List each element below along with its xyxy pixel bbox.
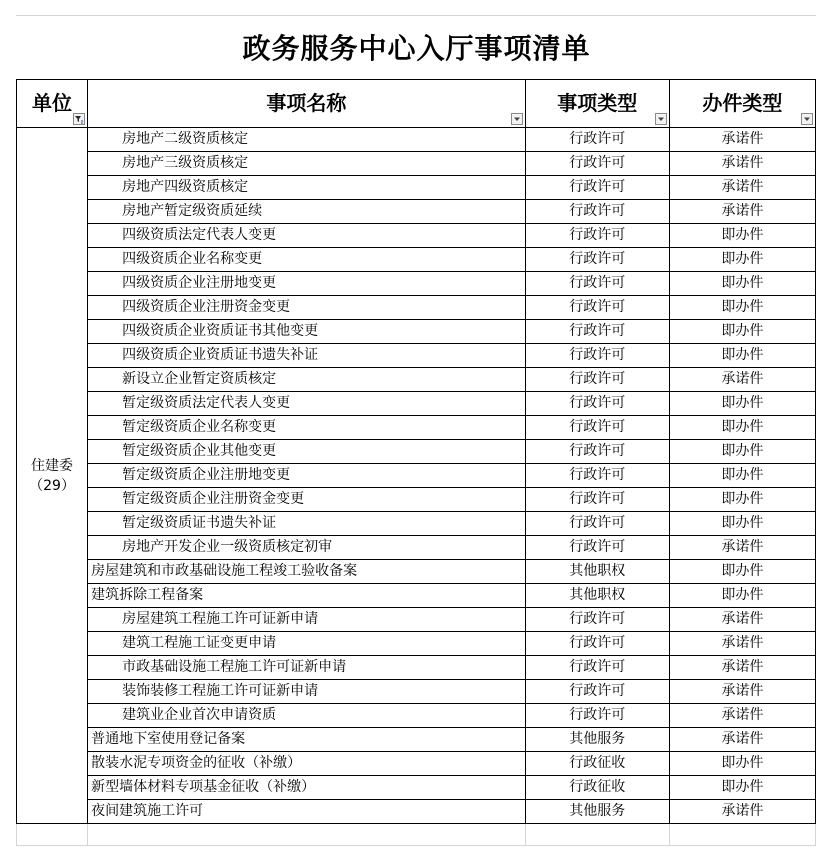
item-name-cell[interactable]: 房屋建筑和市政基础设施工程竣工验收备案 bbox=[88, 560, 526, 584]
item-type-cell[interactable]: 行政许可 bbox=[525, 296, 669, 320]
item-type-cell[interactable]: 行政许可 bbox=[525, 368, 669, 392]
item-type-cell[interactable]: 行政许可 bbox=[525, 440, 669, 464]
item-kind-cell[interactable]: 即办件 bbox=[669, 224, 815, 248]
table-row bbox=[17, 800, 816, 824]
item-kind-cell[interactable]: 承诺件 bbox=[669, 368, 815, 392]
header-name bbox=[88, 80, 526, 128]
table-row bbox=[17, 464, 816, 488]
table-row bbox=[17, 392, 816, 416]
item-kind-cell[interactable]: 即办件 bbox=[669, 464, 815, 488]
item-type-cell[interactable]: 行政许可 bbox=[525, 464, 669, 488]
item-name-cell[interactable]: 四级资质法定代表人变更 bbox=[88, 224, 526, 248]
item-type-cell[interactable]: 行政许可 bbox=[525, 704, 669, 728]
table-row bbox=[17, 272, 816, 296]
item-name-cell[interactable]: 四级资质企业资质证书其他变更 bbox=[88, 320, 526, 344]
dropdown-arrow-icon bbox=[656, 114, 666, 124]
item-type-cell[interactable]: 行政征收 bbox=[525, 752, 669, 776]
item-name-cell[interactable]: 四级资质企业资质证书遗失补证 bbox=[88, 344, 526, 368]
table-row bbox=[17, 224, 816, 248]
item-type-cell[interactable]: 其他服务 bbox=[525, 800, 669, 824]
item-kind-cell[interactable]: 即办件 bbox=[669, 320, 815, 344]
item-name-cell[interactable]: 夜间建筑施工许可 bbox=[88, 800, 526, 824]
item-kind-cell[interactable]: 承诺件 bbox=[669, 128, 815, 152]
item-type-cell[interactable]: 行政许可 bbox=[525, 680, 669, 704]
item-kind-cell[interactable]: 承诺件 bbox=[669, 728, 815, 752]
item-name-cell[interactable]: 新型墙体材料专项基金征收（补缴） bbox=[88, 776, 526, 800]
unit-cell[interactable] bbox=[17, 128, 88, 824]
item-kind-cell[interactable]: 承诺件 bbox=[669, 632, 815, 656]
unit-count: （29） bbox=[29, 477, 75, 494]
item-kind-cell[interactable]: 即办件 bbox=[669, 296, 815, 320]
item-kind-cell[interactable]: 即办件 bbox=[669, 488, 815, 512]
header-type-label: 事项类型 bbox=[557, 91, 638, 115]
item-name-cell[interactable]: 装饰装修工程施工许可证新申请 bbox=[88, 680, 526, 704]
funnel-filter-icon bbox=[74, 114, 84, 124]
item-name-cell[interactable]: 市政基础设施工程施工许可证新申请 bbox=[88, 656, 526, 680]
table-row bbox=[17, 248, 816, 272]
table-row bbox=[17, 704, 816, 728]
item-name-cell[interactable]: 房地产二级资质核定 bbox=[88, 128, 526, 152]
item-type-cell[interactable]: 行政许可 bbox=[525, 224, 669, 248]
item-name-cell[interactable]: 暂定级资质企业注册资金变更 bbox=[88, 488, 526, 512]
item-type-cell[interactable]: 行政许可 bbox=[525, 248, 669, 272]
item-kind-cell[interactable]: 承诺件 bbox=[669, 656, 815, 680]
item-kind-cell[interactable]: 即办件 bbox=[669, 512, 815, 536]
header-unit-label: 单位 bbox=[32, 91, 73, 115]
item-name-cell[interactable]: 房地产四级资质核定 bbox=[88, 176, 526, 200]
item-name-cell[interactable]: 暂定级资质企业其他变更 bbox=[88, 440, 526, 464]
item-type-cell[interactable]: 行政许可 bbox=[525, 320, 669, 344]
item-name-cell[interactable]: 四级资质企业名称变更 bbox=[88, 248, 526, 272]
table-row bbox=[17, 656, 816, 680]
item-type-cell[interactable]: 行政许可 bbox=[525, 488, 669, 512]
empty-cell[interactable] bbox=[17, 824, 88, 846]
item-type-cell[interactable]: 行政许可 bbox=[525, 272, 669, 296]
header-kind-label: 办件类型 bbox=[702, 91, 783, 115]
item-name-cell[interactable]: 房地产暂定级资质延续 bbox=[88, 200, 526, 224]
table-row bbox=[17, 512, 816, 536]
item-name-cell[interactable]: 暂定级资质企业注册地变更 bbox=[88, 464, 526, 488]
item-kind-cell[interactable]: 即办件 bbox=[669, 272, 815, 296]
item-kind-cell[interactable]: 即办件 bbox=[669, 584, 815, 608]
table-row bbox=[17, 536, 816, 560]
item-kind-cell[interactable]: 承诺件 bbox=[669, 152, 815, 176]
item-name-cell[interactable]: 房地产开发企业一级资质核定初审 bbox=[88, 536, 526, 560]
service-items-table bbox=[16, 79, 816, 846]
header-name-label: 事项名称 bbox=[266, 91, 347, 115]
table-row bbox=[17, 176, 816, 200]
item-kind-cell[interactable]: 承诺件 bbox=[669, 200, 815, 224]
item-name-cell[interactable]: 新设立企业暂定资质核定 bbox=[88, 368, 526, 392]
item-kind-cell[interactable]: 即办件 bbox=[669, 560, 815, 584]
dropdown-arrow-icon bbox=[512, 114, 522, 124]
header-type bbox=[525, 80, 669, 128]
item-kind-cell[interactable]: 即办件 bbox=[669, 416, 815, 440]
table-row bbox=[17, 344, 816, 368]
empty-cell[interactable] bbox=[669, 824, 815, 846]
item-type-cell[interactable]: 行政许可 bbox=[525, 512, 669, 536]
item-name-cell[interactable]: 散装水泥专项资金的征收（补缴） bbox=[88, 752, 526, 776]
item-name-cell[interactable]: 暂定级资质法定代表人变更 bbox=[88, 392, 526, 416]
table-row bbox=[17, 128, 816, 152]
empty-row bbox=[17, 824, 816, 846]
table-row bbox=[17, 368, 816, 392]
filter-active-button-unit[interactable] bbox=[73, 113, 85, 125]
page-title: 政务服务中心入厅事项清单 bbox=[242, 32, 591, 65]
item-kind-cell[interactable]: 即办件 bbox=[669, 344, 815, 368]
table-row bbox=[17, 152, 816, 176]
table-row bbox=[17, 560, 816, 584]
table-row bbox=[17, 320, 816, 344]
item-name-cell[interactable]: 建筑业企业首次申请资质 bbox=[88, 704, 526, 728]
filter-dropdown-button-name[interactable] bbox=[511, 113, 523, 125]
item-kind-cell[interactable]: 承诺件 bbox=[669, 536, 815, 560]
item-type-cell[interactable]: 行政许可 bbox=[525, 200, 669, 224]
item-kind-cell[interactable]: 即办件 bbox=[669, 752, 815, 776]
table-row bbox=[17, 752, 816, 776]
item-kind-cell[interactable]: 承诺件 bbox=[669, 800, 815, 824]
item-type-cell[interactable]: 行政许可 bbox=[525, 536, 669, 560]
item-type-cell[interactable]: 其他职权 bbox=[525, 560, 669, 584]
item-name-cell[interactable]: 四级资质企业注册资金变更 bbox=[88, 296, 526, 320]
table-row bbox=[17, 632, 816, 656]
filter-dropdown-button-kind[interactable] bbox=[801, 113, 813, 125]
sheet-gridline bbox=[16, 15, 816, 16]
item-type-cell[interactable]: 行政许可 bbox=[525, 128, 669, 152]
item-type-cell[interactable]: 行政许可 bbox=[525, 608, 669, 632]
item-type-cell[interactable]: 行政征收 bbox=[525, 776, 669, 800]
empty-cell[interactable] bbox=[88, 824, 526, 846]
item-name-cell[interactable]: 房屋建筑工程施工许可证新申请 bbox=[88, 608, 526, 632]
item-type-cell[interactable]: 其他服务 bbox=[525, 728, 669, 752]
item-name-cell[interactable]: 建筑工程施工证变更申请 bbox=[88, 632, 526, 656]
table-row bbox=[17, 440, 816, 464]
header-unit bbox=[17, 80, 88, 128]
table-row bbox=[17, 680, 816, 704]
item-type-cell[interactable]: 行政许可 bbox=[525, 632, 669, 656]
item-type-cell[interactable]: 其他职权 bbox=[525, 584, 669, 608]
item-type-cell[interactable]: 行政许可 bbox=[525, 656, 669, 680]
table-row bbox=[17, 608, 816, 632]
item-kind-cell[interactable]: 即办件 bbox=[669, 392, 815, 416]
item-kind-cell[interactable]: 承诺件 bbox=[669, 680, 815, 704]
item-name-cell[interactable]: 建筑拆除工程备案 bbox=[88, 584, 526, 608]
item-name-cell[interactable]: 房地产三级资质核定 bbox=[88, 152, 526, 176]
item-type-cell[interactable]: 行政许可 bbox=[525, 392, 669, 416]
item-kind-cell[interactable]: 即办件 bbox=[669, 776, 815, 800]
table-row bbox=[17, 488, 816, 512]
table-row bbox=[17, 776, 816, 800]
item-kind-cell[interactable]: 承诺件 bbox=[669, 608, 815, 632]
item-kind-cell[interactable]: 即办件 bbox=[669, 440, 815, 464]
unit-name: 住建委 bbox=[31, 457, 74, 474]
item-kind-cell[interactable]: 即办件 bbox=[669, 248, 815, 272]
item-type-cell[interactable]: 行政许可 bbox=[525, 416, 669, 440]
item-kind-cell[interactable]: 承诺件 bbox=[669, 176, 815, 200]
dropdown-arrow-icon bbox=[802, 114, 812, 124]
item-type-cell[interactable]: 行政许可 bbox=[525, 344, 669, 368]
item-name-cell[interactable]: 四级资质企业注册地变更 bbox=[88, 272, 526, 296]
table-row bbox=[17, 728, 816, 752]
header-kind bbox=[669, 80, 815, 128]
item-kind-cell[interactable]: 承诺件 bbox=[669, 704, 815, 728]
table-row bbox=[17, 296, 816, 320]
header-row bbox=[17, 80, 816, 128]
item-name-cell[interactable]: 暂定级资质证书遗失补证 bbox=[88, 512, 526, 536]
empty-cell[interactable] bbox=[525, 824, 669, 846]
table-row bbox=[17, 584, 816, 608]
item-type-cell[interactable]: 行政许可 bbox=[525, 176, 669, 200]
item-type-cell[interactable]: 行政许可 bbox=[525, 152, 669, 176]
filter-dropdown-button-type[interactable] bbox=[655, 113, 667, 125]
table-row bbox=[17, 416, 816, 440]
item-name-cell[interactable]: 普通地下室使用登记备案 bbox=[88, 728, 526, 752]
item-name-cell[interactable]: 暂定级资质企业名称变更 bbox=[88, 416, 526, 440]
table-row bbox=[17, 200, 816, 224]
